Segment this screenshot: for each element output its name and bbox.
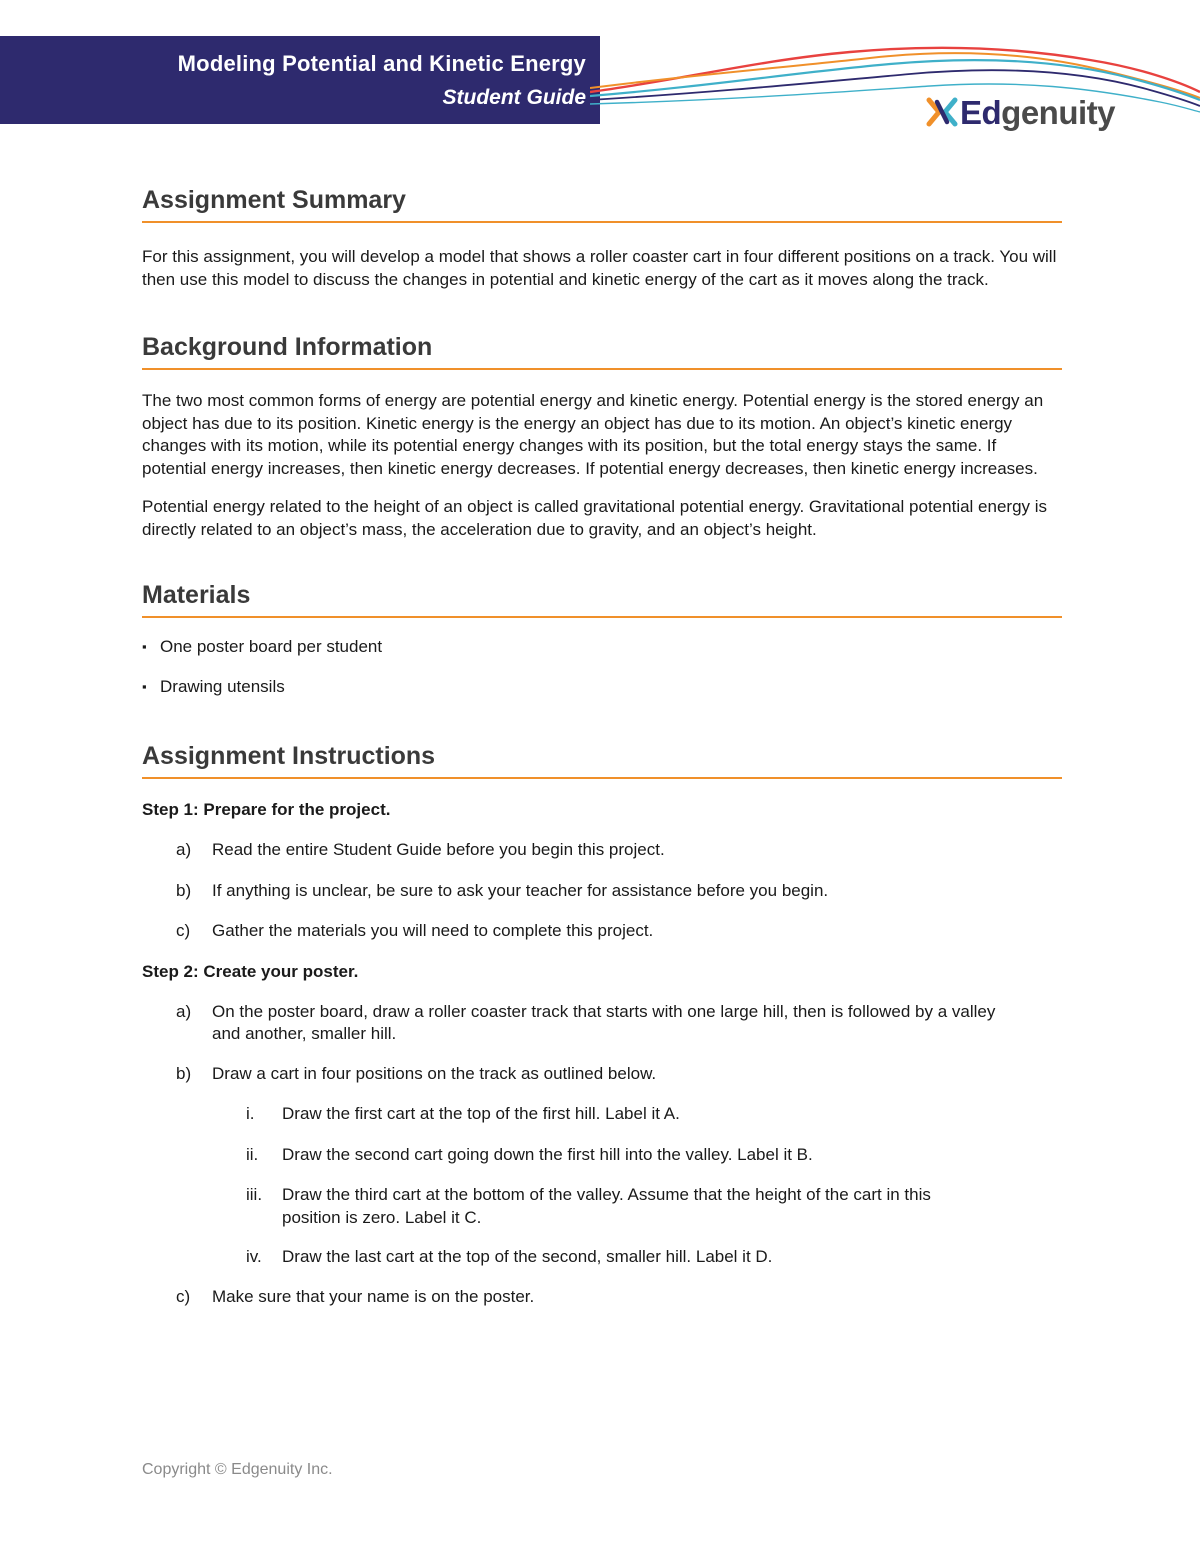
- item-marker: c): [176, 1286, 191, 1306]
- subitem-marker: i.: [246, 1104, 255, 1123]
- x-logo-icon: [926, 96, 958, 128]
- step-2-sublist: [246, 1103, 1062, 1269]
- copyright-footer: Copyright © Edgenuity Inc.: [142, 1461, 333, 1478]
- subitem-marker: iv.: [246, 1247, 262, 1266]
- list-item: [176, 920, 1062, 943]
- item-text: Draw a cart in four positions on the track as outlined below.: [212, 1063, 657, 1083]
- subitem-text: Draw the last cart at the top of the second, smaller hill. Label it D.: [282, 1247, 773, 1266]
- bullet-icon: ▪: [142, 679, 147, 694]
- subitem-text: Draw the second cart going down the first hill into the valley. Label it B.: [282, 1144, 813, 1164]
- list-item: [246, 1144, 1062, 1167]
- list-item: [246, 1246, 1062, 1269]
- background-paragraph-2: Potential energy related to the height of an object is called gravitational potential energy. Gravitational potential energy is directly related to an object’s mass, the acceleration due to gravity, and an object’s height.: [142, 497, 1048, 539]
- item-marker: b): [176, 1063, 192, 1083]
- background-heading: Background Information: [142, 333, 1062, 370]
- item-marker: b): [176, 880, 192, 900]
- summary-heading: Assignment Summary: [142, 186, 1062, 223]
- item-text: On the poster board, draw a roller coaster track that starts with one large hill, then is followed by a valley and another, smaller hill.: [212, 1001, 996, 1043]
- subitem-marker: ii.: [246, 1144, 259, 1164]
- list-item: [246, 1184, 966, 1229]
- logo-text-ed: Ed: [960, 93, 1002, 131]
- materials-list: [142, 636, 1062, 698]
- logo-text-rest: genuity: [1001, 93, 1116, 131]
- item-text: Make sure that your name is on the poster.: [212, 1286, 535, 1306]
- step-1-title: Step 1: Prepare for the project.: [142, 800, 391, 819]
- item-marker: c): [176, 921, 191, 940]
- item-text: If anything is unclear, be sure to ask your teacher for assistance before you begin.: [212, 880, 829, 900]
- document-title: Modeling Potential and Kinetic Energy: [177, 51, 586, 76]
- item-text: Read the entire Student Guide before you begin this project.: [212, 840, 665, 859]
- step-1-list: [176, 839, 1062, 943]
- edgenuity-logo: [926, 92, 1115, 132]
- step-2-title: Step 2: Create your poster.: [142, 961, 359, 981]
- item-marker: a): [176, 840, 192, 859]
- logo-text: [960, 93, 1116, 131]
- list-item: [176, 1063, 1062, 1086]
- list-item: [246, 1103, 1062, 1126]
- material-text: One poster board per student: [160, 637, 383, 656]
- list-item: [176, 1286, 1062, 1309]
- list-item: [142, 676, 1062, 698]
- list-item: [176, 839, 1062, 862]
- instructions-heading: Assignment Instructions: [142, 742, 1062, 779]
- subitem-text: Draw the first cart at the top of the first hill. Label it A.: [282, 1104, 680, 1123]
- summary-text: For this assignment, you will develop a model that shows a roller coaster cart in four different positions on a track. You will then use this model to discuss the changes in potential and kinetic energy of the cart as it moves along the track.: [142, 247, 1057, 289]
- background-section: [142, 333, 1062, 541]
- background-paragraph-1: The two most common forms of energy are potential energy and kinetic energy. Potential energy is the stored energy an object has due to its position. Kinetic energy is the energy an object has due to its motion. An object’s kinetic energy changes with its motion, while its potential energy changes with its position, but the total energy stays the same. If potential energy increases, then kinetic energy decreases. If potential energy decreases, then kinetic energy increases.: [142, 391, 1044, 478]
- subitem-marker: iii.: [246, 1185, 263, 1204]
- step-2-list: [176, 1001, 1062, 1309]
- item-text: Gather the materials you will need to complete this project.: [212, 921, 654, 940]
- materials-heading: Materials: [142, 581, 1062, 618]
- list-item: [176, 880, 1062, 903]
- document-body: [142, 186, 1062, 1308]
- instructions-section: [142, 742, 1062, 1308]
- document-subtitle: Student Guide: [442, 86, 586, 109]
- header-banner: [0, 36, 600, 124]
- subitem-text: Draw the third cart at the bottom of the valley. Assume that the height of the cart in this position is zero. Label it C.: [282, 1185, 931, 1227]
- bullet-icon: ▪: [142, 639, 147, 654]
- materials-section: [142, 581, 1062, 698]
- material-text: Drawing utensils: [160, 677, 285, 696]
- summary-section: [142, 186, 1062, 291]
- list-item: [176, 1001, 996, 1046]
- item-marker: a): [176, 1001, 192, 1021]
- list-item: [142, 636, 1062, 658]
